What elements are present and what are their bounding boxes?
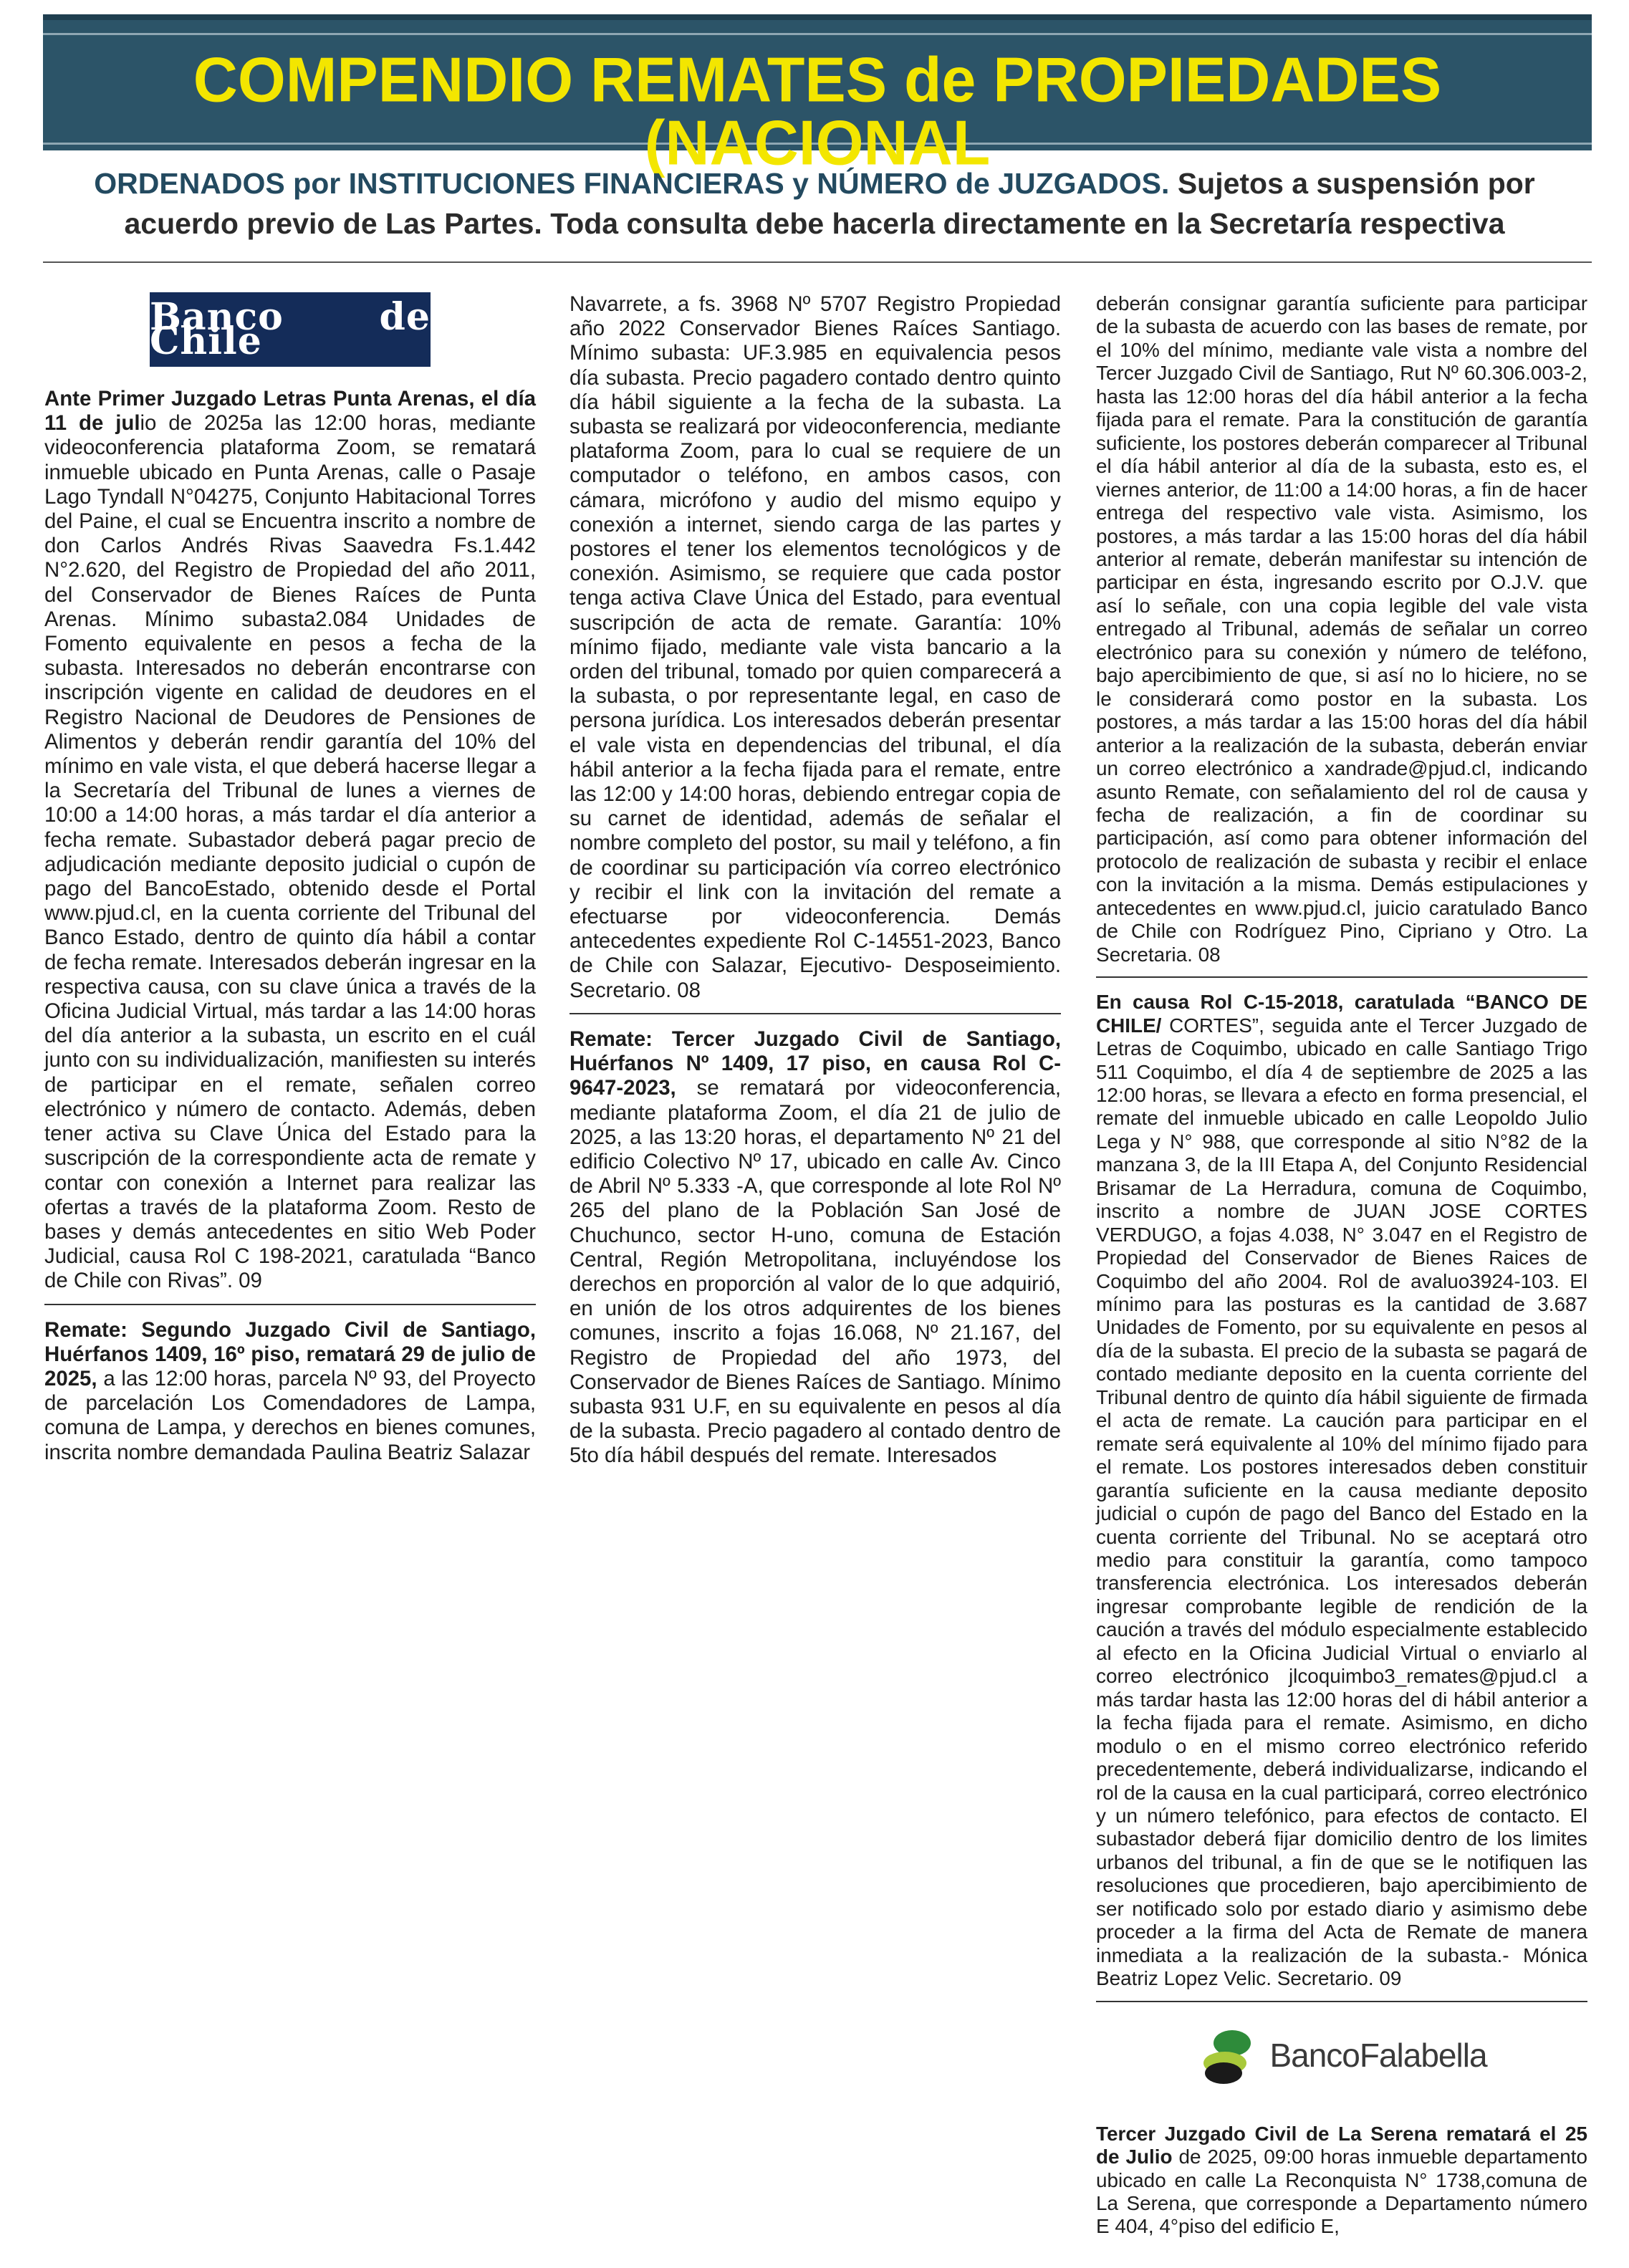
notice-tercer-juzgado-santiago-cont [1096, 292, 1587, 966]
notice-lead: En causa Rol C-15-2018, caratulada “BANCO DE CHILE/ [1096, 991, 1587, 1037]
subtitle [57, 163, 1572, 244]
divider [43, 261, 1592, 263]
notice-body: deberán consignar garantía suficiente para participar de la subasta de acuerdo con las bases de remate, por el 10% del mínimo, mediante vale vista a nombre del Tercer Juzgado Civil de Santiago, Rut Nº 60.306.003-2, hasta las 12:00 horas del día hábil anterior a la fecha fijada para el remate. Para la constitución de garantía suficiente, los postores deberán comparecer al Tribunal el día hábil anterior al día de la subasta, esto es, el viernes anterior, de 11:00 a 14:00 horas, a fin de hacer entrega del respectivo vale vista. Asimismo, los postores, a más tardar a las 15:00 horas del día hábil anterior al remate, deberán manifestar su intención de participar en ésta, ingresando escrito por O.J.V. que así lo señale, con una copia legible del vale vista entregado al Tribunal, además de señalar un correo electrónico para su conexión y número de teléfono, bajo apercibimiento de que, si así no lo hiciere, no se le considerará como postor en la subasta. Los postores, a más tardar a las 15:00 horas del día hábil anterior a la realización de la subasta, deberán enviar un correo electrónico a xandrade@pjud.cl, indicando asunto Remate, con señalamiento del rol de causa y fecha de realización, a fin de coordinar su participación, así como para obtener información del protocolo de realización de subasta y recibir el enlace con la invitación a la misma. Demás estipulaciones y antecedentes en www.pjud.cl, juicio caratulado Banco de Chile con Rodríguez Pino, Cipriano y Otro. La Secretaria. 08 [1096, 292, 1587, 966]
notice-lead: Remate: Segundo Juzgado Civil de Santiago, Huérfanos 1409, 16º piso, rematará 29 de julio de 2025, [44, 1317, 536, 1390]
divider [44, 1304, 536, 1305]
notice-segundo-juzgado-santiago-cont [570, 292, 1061, 1003]
notice-lead: Ante Primer Juzgado Letras Punta Arenas, el día 11 de jul [44, 387, 536, 436]
subtitle-rest: Sujetos a suspensión por acuerdo previo de Las Partes. Toda consulta debe hacerla directamente en la Secretaría respectiva [124, 167, 1535, 240]
notice-coquimbo [1096, 991, 1587, 1990]
notice-body: Navarrete, a fs. 3968 Nº 5707 Registro Propiedad año 2022 Conservador Bienes Raíces Santiago. Mínimo subasta: UF.3.985 en equivalencia pesos día subasta. Precio pagadero contado dentro quinto día hábil siguiente a la fecha de la subasta. La subasta se realizará por videoconferencia, mediante plataforma Zoom, para lo cual se requiere de un computador o teléfono, en ambos casos, con cámara, micrófono y audio del mismo equipo y conexión a internet, siendo carga de las partes y postores el tener los elementos tecnológicos y de conexión. Asimismo, se requiere que cada postor tenga activa Clave Única del Estado, para eventual suscripción de acta de remate. Garantía: 10% mínimo fijado, mediante vale vista bancario a la orden del tribunal, tomado por quien comparecerá a la subasta, o por representante legal, en caso de persona jurídica. Los interesados deberán presentar el vale vista en dependencias del tribunal, el día hábil anterior a la fecha fijada para el remate, entre las 12:00 y 14:00 horas, debiendo entregar copia de su carnet de identidad, además de señalar el nombre completo del postor, su mail y teléfono, a fin de coordinar su participación vía correo electrónico y recibir el link con la invitación del remate a efectuarse por videoconferencia. Demás antecedentes expediente Rol C-14551-2023, Banco de Chile con Salazar, Ejecutivo- Desposeimiento. Secretario. 08 [570, 292, 1061, 1002]
divider [570, 1013, 1061, 1014]
notice-lead: Tercer Juzgado Civil de La Serena rematará el 25 de Julio [1096, 2122, 1587, 2168]
notice-body: de 2025, 09:00 horas inmueble departamento ubicado en calle La Reconquista N° 1738,comuna de La Serena, que corresponde a Departamento número E 404, 4°piso del edificio E, [1096, 2146, 1587, 2238]
notice-lead: Remate: Tercer Juzgado Civil de Santiago, Huérfanos Nº 1409, 17 piso, en causa Rol C-9647-2023, [570, 1027, 1061, 1100]
notice-body: a las 12:00 horas, parcela Nº 93, del Proyecto de parcelación Los Comendadores de Lampa, comuna de Lampa, y derechos en bienes comunes, inscrita nombre demandada Paulina Beatriz Salazar [44, 1366, 536, 1464]
header-banner [43, 14, 1592, 178]
notice-body: se rematará por videoconferencia, mediante plataforma Zoom, el día 21 de julio de 2025, a las 13:20 horas, el departamento Nº 21 del edificio Colectivo Nº 17, ubicado en calle Av. Cinco de Abril Nº 5.333 -A, que corresponde al lote Rol Nº 265 del plano de la Población San José de Chuchunco, sector H-uno, comuna de Estación Central, Región Metropolitana, incluyéndose los derechos en proporción al valor de lo que adquirió, en unión de los otros adquirentes de los bienes comunes, inscrito a fojas 16.068, Nº 21.167, del Registro de Propiedad del año 1973, del Conservador de Bienes Raíces de Santiago. Mínimo subasta 931 U.F, en su equivalente en pesos al día de la subasta. Precio pagadero al contado dentro de 5to día hábil después del remate. Interesados [570, 1076, 1061, 1468]
column-3 [1096, 292, 1587, 2239]
subtitle-bold: ORDENADOS por INSTITUCIONES FINANCIERAS y NÚMERO de JUZGADOS. [94, 167, 1170, 200]
falabella-mark-icon [1196, 2023, 1262, 2089]
notice-la-serena [1096, 2123, 1587, 2239]
notice-punta-arenas [44, 387, 536, 1294]
column-2 [570, 292, 1061, 1469]
banco-falabella-logo [1096, 2017, 1587, 2095]
notice-tercer-juzgado-santiago [570, 1027, 1061, 1469]
divider [1096, 976, 1587, 978]
notice-body: io de 2025a las 12:00 horas, mediante videoconferencia plataforma Zoom, se rematará inmueble ubicado en Punta Arenas, calle o Pasaje Lago Tyndall N°04275, Conjunto Habitacional Torres del Paine, el cual se Encuentra inscrito a nombre de don Carlos Andrés Rivas Saavedra Fs.1.442 N°2.620, del Registro de Propiedad del año 2011, del Conservador de Bienes Raíces de Punta Arenas. Mínimo subasta2.084 Unidades de Fomento equivalente en pesos a fecha de la subasta. Interesados no deberán encontrarse con inscripción vigente en calidad de deudores en el Registro Nacional de Deudores de Pensiones de Alimentos y deberán rendir garantía del 10% del mínimo en vale vista, el que deberá hacerse llegar a la Secretaría del Tribunal de lunes a viernes de 10:00 a 14:00 horas, a más tardar el día anterior a fecha remate. Subastador deberá pagar precio de adjudicación mediante deposito judicial o cupón de pago del BancoEstado, obtenido desde el Portal www.pjud.cl, en la cuenta corriente del Tribunal del Banco Estado, dentro de quinto día hábil a contar de fecha remate. Interesados deberán ingresar en la respectiva causa, con su clave única a través de la Oficina Judicial Virtual, más tardar a las 14:00 horas del día anterior a la subasta, un escrito en el cuál junto con su individualización, manifiesten su interés de participar en el remate, señalen correo electrónico y número de contacto. Además, deben tener activa su Clave Única del Estado para la suscripción de la correspondiente acta de remate y contar con conexión a Internet para realizar las ofertas a través de la plataforma Zoom. Resto de bases y demás antecedentes en sitio Web Poder Judicial, causa Rol C 198-2021, caratulada “Banco de Chile con Rivas”. 09 [44, 411, 537, 1293]
notice-segundo-juzgado-santiago [44, 1318, 536, 1465]
divider [1096, 2001, 1587, 2002]
page-title: COMPENDIO REMATES de PROPIEDADES (NACIONAL [193, 45, 1442, 178]
banco-de-chile-logo: Banco de Chile [150, 292, 431, 367]
column-1 [44, 292, 536, 1465]
notice-body: CORTES”, seguida ante el Tercer Juzgado de Letras de Coquimbo, ubicado en calle Santiago Trigo 511 Coquimbo, el día 4 de septiembre de 2025 a las 12:00 horas, se llevara a efecto en forma presencial, el remate del inmueble ubicado en calle Leopoldo Julio Lega y N° 988, que corresponde al sitio N°82 de la manzana 3, de la III Etapa A, del Conjunto Residencial Brisamar de La Herradura, comuna de Coquimbo, inscrito a nombre de JUAN JOSE CORTES VERDUGO, a fojas 4.038, N° 3.047 en el Registro de Propiedad del Conservador de Bienes Raices de Coquimbo del año 2004. Rol de avaluo3924-103. El mínimo para las posturas es la cantidad de 3.687 Unidades de Fomento, por su equivalente en pesos al día de la subasta. El precio de la subasta se pagará de contado mediante deposito en la cuenta corriente del Tribunal dentro de quinto día hábil siguiente de firmada el acta de remate. La caución para participar en el remate será equivalente al 10% del mínimo fijado para el remate. Los postores interesados deben constituir garantía suficiente en la causa mediante deposito judicial o cupón de pago del Banco del Estado en la cuenta corriente del Tribunal. No se aceptará otro medio para constituir la garantía, como tampoco transferencia electrónica. Los interesados deberán ingresar comprobante legible de rendición de la caución a través del módulo especialmente establecido al efecto en la Oficina Judicial Virtual o enviarlo al correo electrónico jlcoquimbo3_remates@pjud.cl a más tardar hasta las 12:00 horas del di hábil anterior a la fecha fijada para el remate. Asimismo, en dicho modulo o en el mismo correo electrónico referido precedentemente, deberá individualizarse, indicando el rol de la causa en la cual participará, correo electrónico y un número telefónico, para efectos de contacto. El subastador deberá fijar domicilio dentro de los limites urbanos del tribunal, a fin de que se le notifiquen las resoluciones que procedieren, bajo apercibimiento de ser notificado solo por estado diario y asimismo debe proceder a la firma del Acta de Remate de manera inmediata a la realización de la subasta.- Mónica Beatriz Lopez Velic. Secretario. 09 [1096, 1014, 1587, 1990]
falabella-wordmark: BancoFalabella [1269, 2037, 1487, 2075]
